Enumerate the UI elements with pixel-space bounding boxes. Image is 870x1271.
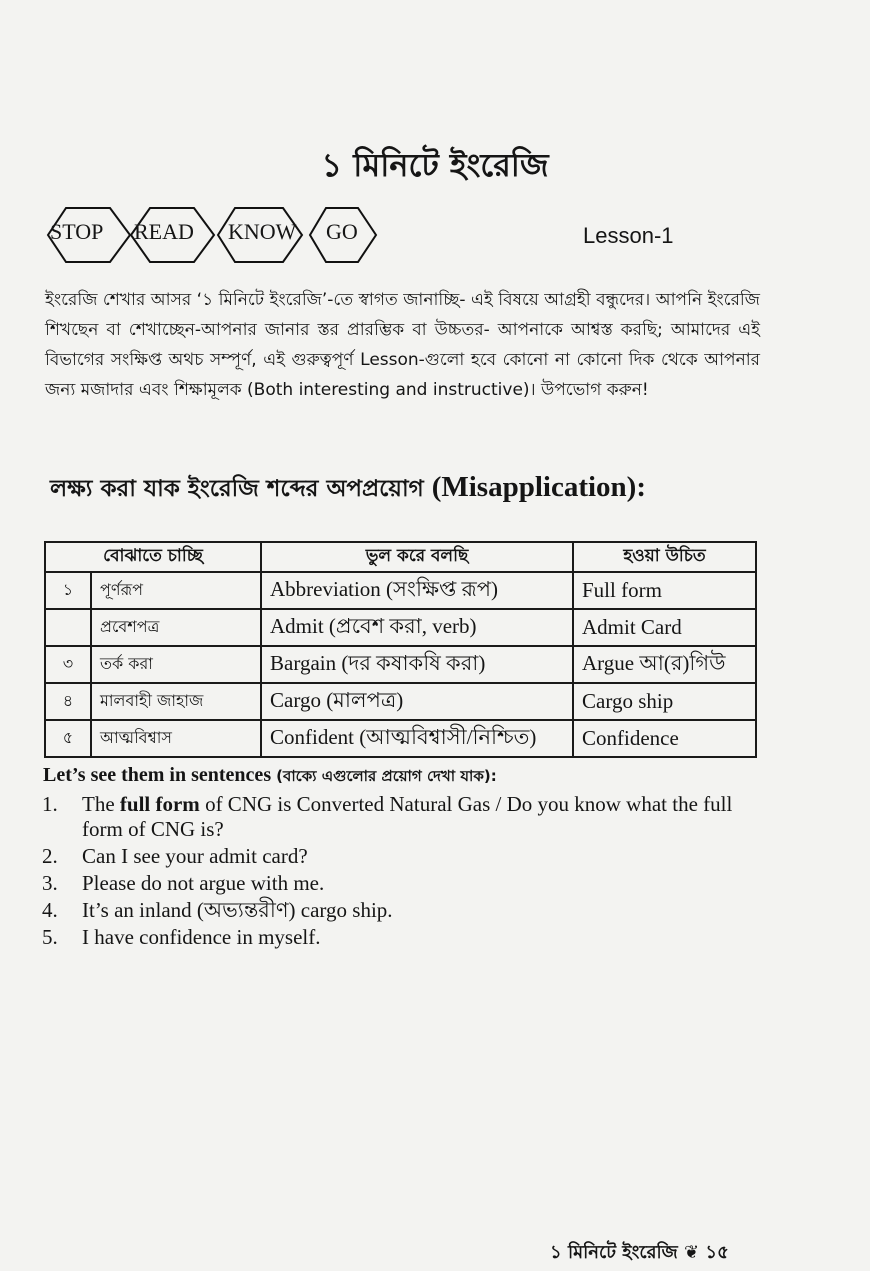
row-meaning: আত্মবিশ্বাস xyxy=(91,720,261,757)
badge-go: GO xyxy=(326,219,358,244)
row-number xyxy=(45,609,91,646)
sentences-heading-en: Let’s see them in sentences xyxy=(43,764,277,786)
table-row xyxy=(45,609,756,646)
row-meaning: মালবাহী জাহাজ xyxy=(91,683,261,720)
row-number: ৩ xyxy=(45,646,91,683)
misapplication-table xyxy=(44,541,757,758)
sentence-number: 2. xyxy=(42,844,58,868)
badge-know: KNOW xyxy=(228,219,297,244)
table-header-row xyxy=(45,542,756,572)
list-item xyxy=(42,925,762,950)
sentence-emphasis: full form xyxy=(119,792,200,816)
sentence-text: I have confidence in myself. xyxy=(82,925,321,949)
section-heading-bn: লক্ষ্য করা যাক ইংরেজি শব্দের অপপ্রয়োগ xyxy=(50,476,432,502)
sentences-heading-bn: (বাক্যে এগুলোর প্রয়োগ দেখা যাক): xyxy=(276,767,497,785)
sentence-text: It’s an inland (অভ্যন্তরীণ) cargo ship. xyxy=(82,898,393,922)
intro-paragraph: ইংরেজি শেখার আসর ‘১ মিনিটে ইংরেজি’-তে স্বাগত জানাচ্ছি- এই বিষয়ে আগ্রহী বন্ধুদের। আপনি ইংরেজি শিখছেন বা শেখাচ্ছেন-আপনার জানার স্তর প্রারম্ভিক বা উচ্চতর- আপনাকে আশ্বস্ত করছি; আমাদের এই বিভাগের সংক্ষিপ্ত অথচ সম্পূর্ণ, এই গুরুত্বপূর্ণ Lesson-গুলো হবে কোনো না কোনো দিক থেকে আপনার জন্য মজাদার এবং শিক্ষামূলক (Both interesting and instructive)। উপভোগ করুন! xyxy=(45,290,760,400)
sentence-text xyxy=(82,792,762,842)
row-right: Cargo ship xyxy=(573,683,756,720)
page-title: ১ মিনিটে ইংরেজি xyxy=(321,146,549,184)
sentence-text: Can I see your admit card? xyxy=(82,844,308,868)
row-right: Confidence xyxy=(573,720,756,757)
header-right: হওয়া উচিত xyxy=(573,542,756,572)
sentence-text: Please do not argue with me. xyxy=(82,871,325,895)
sentence-number: 4. xyxy=(42,898,58,922)
example-sentences xyxy=(42,792,762,952)
list-item xyxy=(42,844,762,869)
row-meaning: পূর্ণরূপ xyxy=(91,572,261,609)
row-wrong: Cargo (মালপত্র) xyxy=(261,683,573,720)
sentence-number: 5. xyxy=(42,925,58,949)
table-row xyxy=(45,646,756,683)
row-number: ৫ xyxy=(45,720,91,757)
row-wrong: Confident (আত্মবিশ্বাসী/নিশ্চিত) xyxy=(261,720,573,757)
row-right: Admit Card xyxy=(573,609,756,646)
lesson-label: Lesson-1 xyxy=(583,223,674,248)
table-row xyxy=(45,683,756,720)
row-wrong: Abbreviation (সংক্ষিপ্ত রূপ) xyxy=(261,572,573,609)
row-meaning: তর্ক করা xyxy=(91,646,261,683)
sentence-text-start: The xyxy=(82,792,120,816)
table-row xyxy=(45,572,756,609)
sentence-text-end: of CNG is Converted Natural Gas / Do you know what the full form of CNG is? xyxy=(82,792,733,841)
badge-stop: STOP xyxy=(50,219,104,244)
list-item xyxy=(42,898,762,923)
row-number: ১ xyxy=(45,572,91,609)
row-number: ৪ xyxy=(45,683,91,720)
header-wrong: ভুল করে বলছি xyxy=(261,542,573,572)
section-heading-en: (Misapplication): xyxy=(431,471,646,503)
list-item xyxy=(42,871,762,896)
row-right: Argue আ(র)গিউ xyxy=(573,646,756,683)
row-meaning: প্রবেশপত্র xyxy=(91,609,261,646)
step-badges xyxy=(46,200,386,270)
page-footer: ১ মিনিটে ইংরেজি ❦ ১৫ xyxy=(550,1242,729,1263)
header-meaning: বোঝাতে চাচ্ছি xyxy=(45,542,261,572)
badge-read: READ xyxy=(134,219,194,244)
table-row xyxy=(45,720,756,757)
section-heading xyxy=(50,470,810,509)
row-wrong: Bargain (দর কষাকষি করা) xyxy=(261,646,573,683)
sentence-number: 3. xyxy=(42,871,58,895)
sentence-number: 1. xyxy=(42,792,58,816)
row-right: Full form xyxy=(573,572,756,609)
list-item xyxy=(42,792,762,842)
sentences-heading xyxy=(43,764,497,790)
row-wrong: Admit (প্রবেশ করা, verb) xyxy=(261,609,573,646)
